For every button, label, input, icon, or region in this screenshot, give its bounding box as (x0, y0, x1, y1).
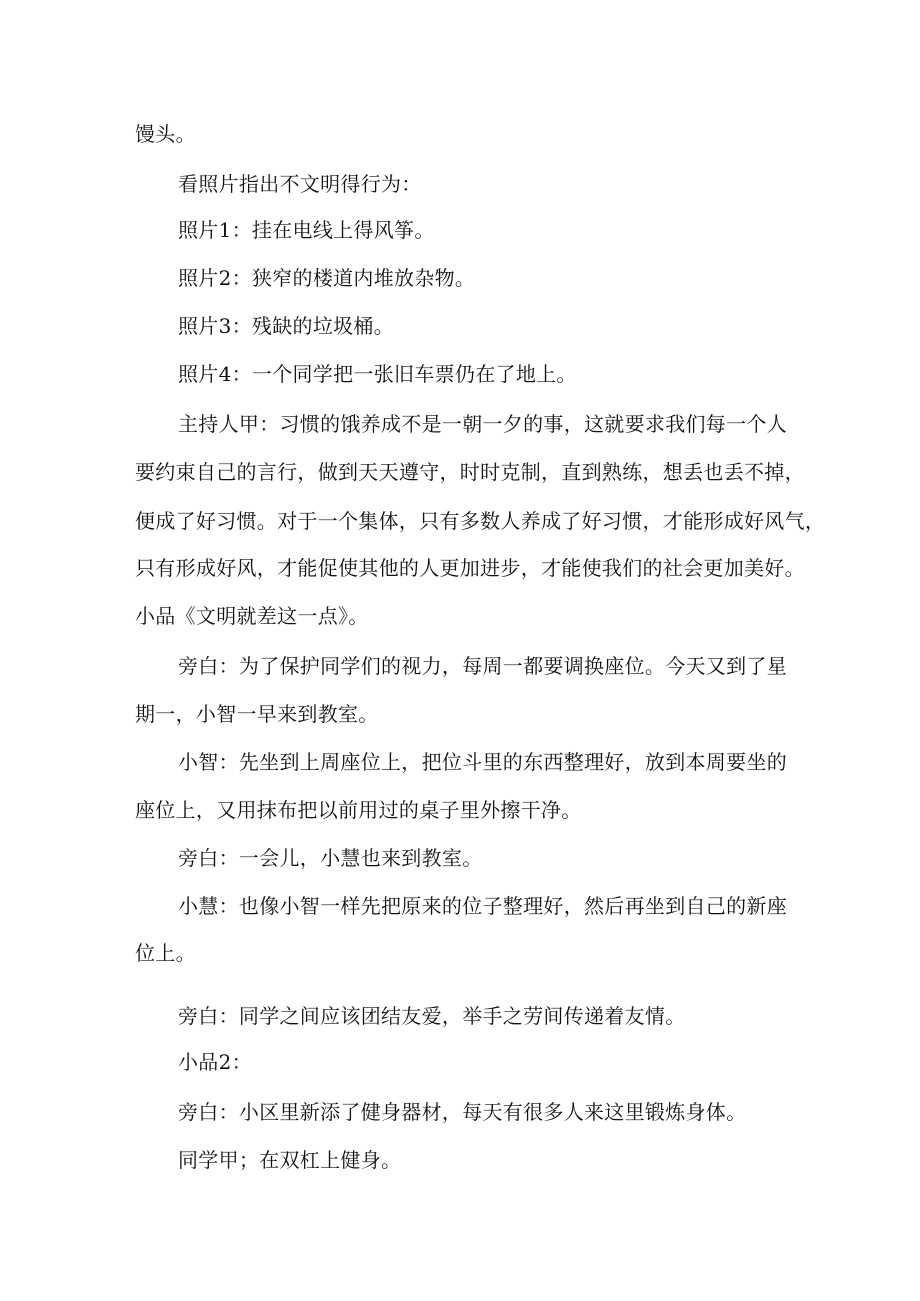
text-line: 小慧：也像小智一样先把原来的位子整理好，然后再坐到自己的新座 (178, 894, 787, 918)
text-line: 照片4：一个同学把一张旧车票仍在了地上。 (178, 362, 577, 386)
text-line: 照片1：挂在电线上得风筝。 (178, 218, 435, 242)
text-line: 位上。 (135, 941, 196, 965)
text-line: 小品2： (178, 1050, 252, 1074)
text-line: 旁白：同学之间应该团结友爱，举手之劳间传递着友情。 (178, 1004, 686, 1028)
text-line: 要约束自己的言行，做到天天遵守，时时克制，直到熟练，想丢也丢不掉， (135, 460, 805, 484)
text-line: 照片2：狭窄的楼道内堆放杂物。 (178, 266, 476, 290)
text-line: 小智：先坐到上周座位上，把位斗里的东西整理好，放到本周要坐的 (178, 750, 787, 774)
text-line: 座位上，又用抹布把以前用过的桌子里外擦干净。 (135, 798, 582, 822)
text-line: 便成了好习惯。对于一个集体，只有多数人养成了好习惯，才能形成好风气， (135, 509, 826, 533)
text-line: 旁白：一会儿，小慧也来到教室。 (178, 846, 483, 870)
text-line: 旁白：为了保护同学们的视力，每周一都要调换座位。今天又到了星 (178, 654, 787, 678)
text-line: 旁白：小区里新添了健身器材，每天有很多人来这里锻炼身体。 (178, 1100, 747, 1124)
text-line: 同学甲；在双杠上健身。 (178, 1148, 402, 1172)
text-line: 只有形成好风，才能促使其他的人更加进步，才能使我们的社会更加美好。 (135, 556, 805, 580)
text-line: 照片3：残缺的垃圾桶。 (178, 314, 395, 338)
text-line: 馒头。 (135, 122, 196, 146)
text-line: 看照片指出不文明得行为： (178, 172, 422, 196)
text-line: 期一，小智一早来到教室。 (135, 702, 379, 726)
text-line: 小品《文明就差这一点》。 (135, 604, 369, 628)
text-line: 主持人甲：习惯的饿养成不是一朝一夕的事，这就要求我们每一个人 (178, 412, 787, 436)
